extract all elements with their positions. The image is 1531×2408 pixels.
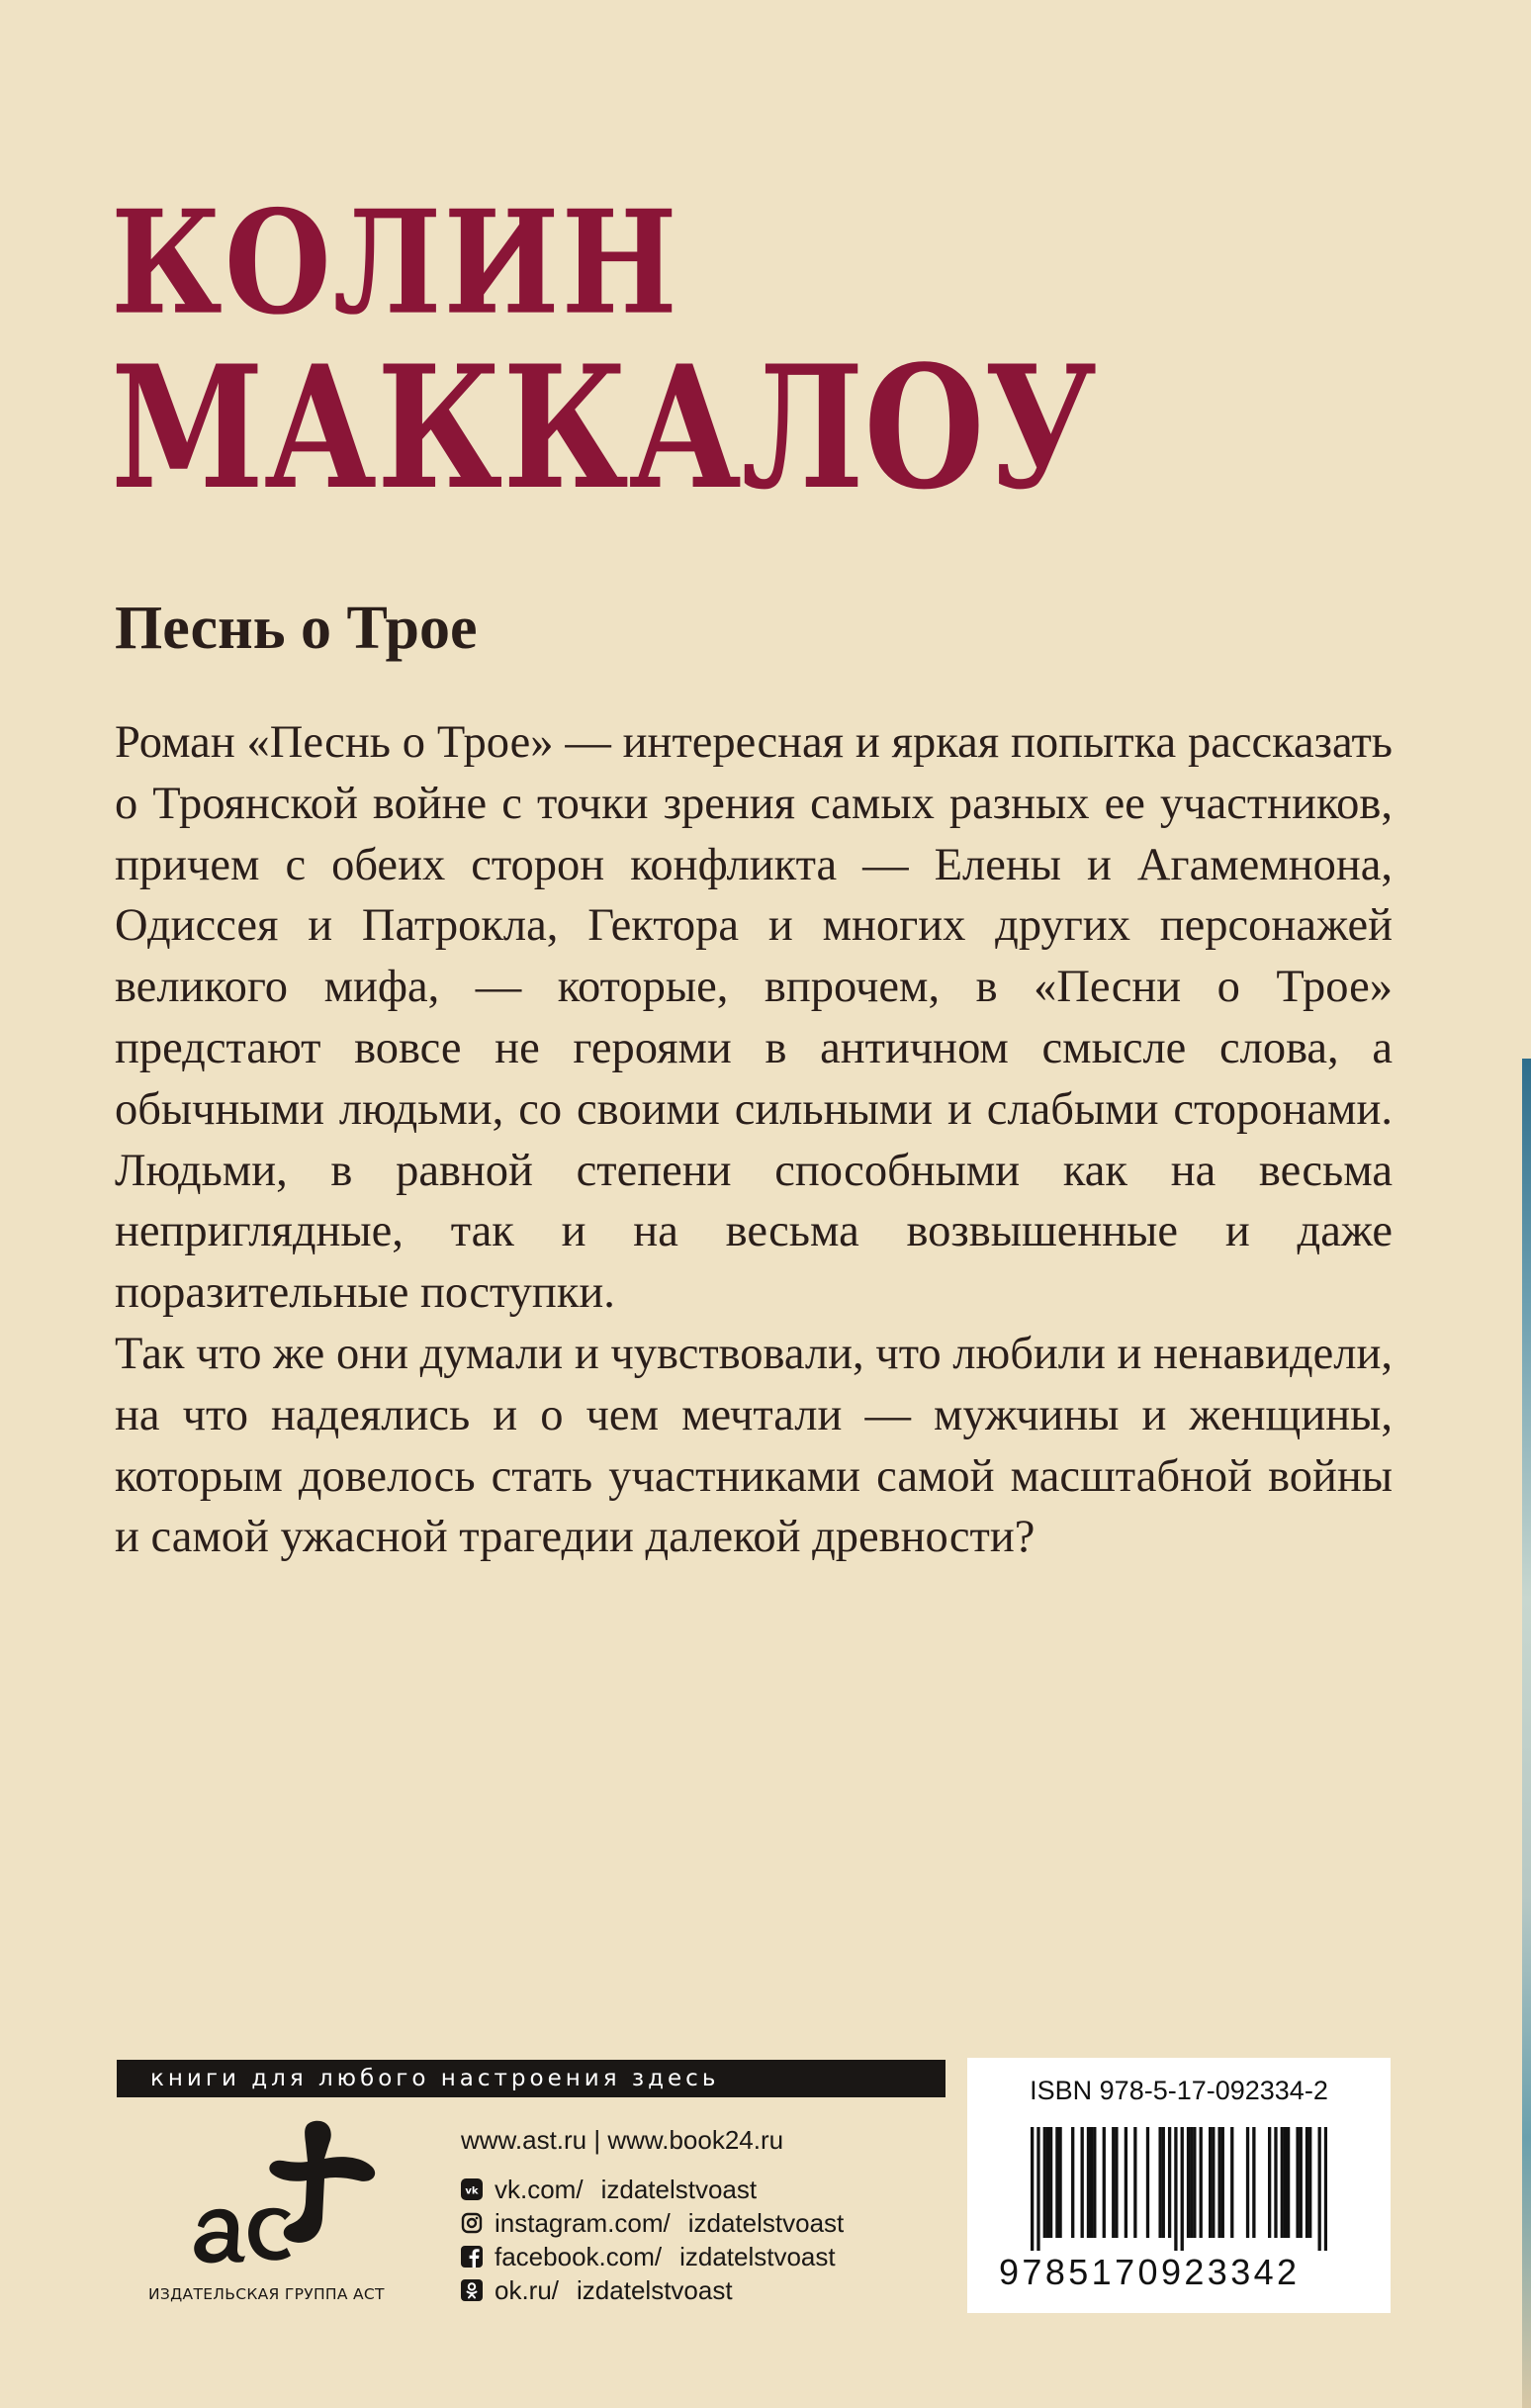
publisher-name: ИЗДАТЕЛЬСКАЯ ГРУППА АСТ — [148, 2285, 385, 2303]
barcode-bar — [1055, 2127, 1058, 2238]
barcode-bar — [1230, 2127, 1233, 2238]
barcode-bar — [1158, 2127, 1161, 2238]
barcode-bar — [1306, 2127, 1308, 2238]
barcode-bar — [1162, 2127, 1165, 2238]
isbn-number: ISBN 978-5-17-092334-2 — [1030, 2076, 1328, 2105]
barcode-bar — [1209, 2127, 1212, 2238]
vk-icon — [461, 2178, 483, 2200]
barcode-bar — [1058, 2127, 1061, 2238]
ast-logo — [168, 2115, 396, 2273]
barcode — [1031, 2127, 1327, 2251]
annotation-paragraph: Так что же они думали и чувствовали, что любили и ненавидели, на что надеялись и о чем мечтали — мужчины и женщины, которым довелось стать участниками самой масштабной войны и самой ужасной трагедии далекой древности? — [115, 1328, 1393, 1563]
facebook-icon — [461, 2246, 483, 2268]
barcode-digits: 9785170923342 — [999, 2252, 1301, 2292]
barcode-bar — [1181, 2127, 1184, 2251]
social-site: facebook.com/ — [495, 2241, 663, 2271]
barcode-bar — [1217, 2127, 1220, 2238]
barcode-bar — [1081, 2127, 1084, 2238]
barcode-bar — [1168, 2127, 1171, 2238]
social-link-instagram[interactable] — [461, 2206, 844, 2240]
social-handle: izdatelstvoast — [679, 2241, 836, 2271]
barcode-bar — [1049, 2127, 1052, 2238]
logo-letter-a — [194, 2209, 245, 2264]
odnoklassniki-icon — [461, 2279, 483, 2301]
barcode-bar — [1087, 2127, 1090, 2238]
social-site: vk.com/ — [495, 2174, 584, 2204]
barcode-bar — [1103, 2127, 1106, 2238]
barcode-bar — [1246, 2127, 1249, 2238]
social-handle: izdatelstvoast — [600, 2174, 758, 2204]
barcode-bar — [1133, 2127, 1136, 2238]
barcode-bar — [1308, 2127, 1311, 2238]
barcode-bar — [1046, 2127, 1049, 2238]
barcode-bar — [1190, 2127, 1193, 2238]
annotation — [115, 712, 1393, 1568]
author-first-name: КОЛИН — [111, 180, 679, 347]
barcode-bar — [1284, 2127, 1287, 2238]
social-link-facebook[interactable] — [461, 2240, 844, 2273]
barcode-bar — [1090, 2127, 1093, 2238]
barcode-bar — [1146, 2127, 1149, 2238]
barcode-bar — [1031, 2127, 1034, 2251]
barcode-bar — [1324, 2127, 1327, 2251]
social-handle: izdatelstvoast — [577, 2274, 733, 2305]
barcode-bar — [1071, 2127, 1074, 2238]
barcode-bar — [1252, 2127, 1255, 2238]
author-last-name: МАККАЛОУ — [111, 329, 1098, 528]
barcode-bar — [1200, 2127, 1203, 2238]
barcode-bar — [1187, 2127, 1190, 2238]
instagram-icon — [461, 2212, 483, 2234]
book-title: Песнь о Трое — [115, 595, 478, 662]
social-link-vk[interactable] — [461, 2173, 844, 2206]
barcode-bar — [1112, 2127, 1115, 2238]
barcode-bar — [1036, 2127, 1039, 2251]
barcode-bar — [1221, 2127, 1224, 2238]
social-links — [461, 2173, 844, 2307]
publisher-tagline: книги для любого настроения здесь — [117, 2060, 946, 2097]
barcode-bar — [1212, 2127, 1215, 2238]
barcode-bar — [1174, 2127, 1177, 2251]
barcode-bar — [1268, 2127, 1271, 2238]
barcode-bar — [1296, 2127, 1299, 2238]
publisher-websites[interactable]: www.ast.ru | www.book24.ru — [461, 2125, 784, 2155]
annotation-paragraph: Роман «Песнь о Трое» — интересная и яркая попытка рассказать о Троянской войне с точки зрения самых разных ее участников, причем с обеих сторон конфликта — Елены и Агамемнона, Одиссея и Патрокла, Гектора и многих других персонажей великого мифа, — которые, впрочем, в «Песни о Трое» предстают вовсе не героями в античном смысле слова, а обычными людьми, со своими сильными и слабыми сторонами. Людьми, в равной степени способными как на весьма неприглядные, так и на весьма возвышенные и даже поразительные поступки. — [115, 717, 1393, 1319]
barcode-bar — [1115, 2127, 1118, 2238]
barcode-bar — [1287, 2127, 1290, 2238]
svg-text:vk: vk — [465, 2185, 479, 2197]
barcode-bar — [1300, 2127, 1303, 2238]
isbn-barcode-block — [967, 2058, 1391, 2313]
barcode-bar — [1125, 2127, 1127, 2238]
barcode-bar — [1193, 2127, 1196, 2238]
barcode-bar — [1093, 2127, 1096, 2238]
social-site: instagram.com/ — [495, 2207, 671, 2238]
social-handle: izdatelstvoast — [687, 2207, 845, 2238]
logo-cross-shape — [269, 2121, 375, 2243]
barcode-bar — [1281, 2127, 1284, 2238]
barcode-bar — [1274, 2127, 1277, 2238]
social-link-odnoklassniki[interactable] — [461, 2273, 844, 2307]
barcode-bar — [1043, 2127, 1046, 2238]
barcode-bar — [1318, 2127, 1321, 2251]
social-site: ok.ru/ — [495, 2274, 560, 2305]
cover-art-edge — [1522, 1059, 1531, 2408]
